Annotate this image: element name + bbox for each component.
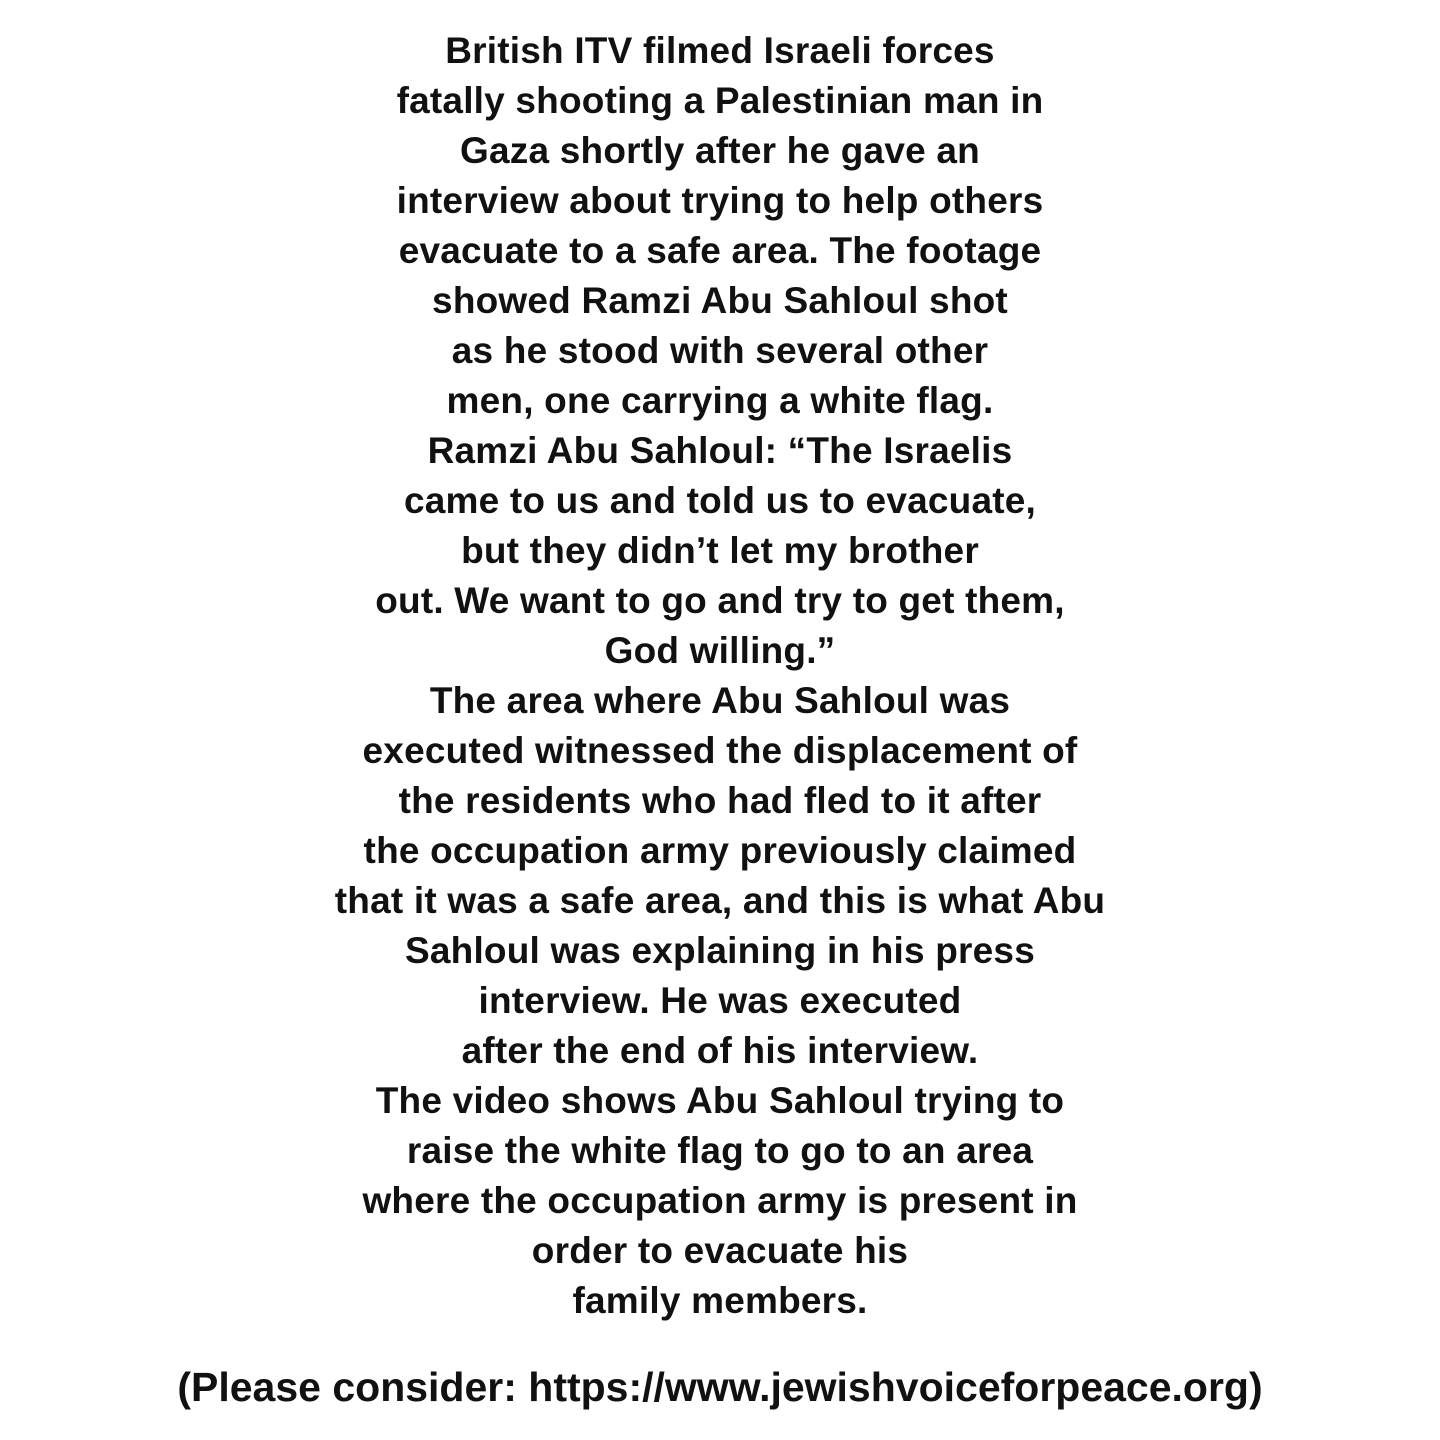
statement-line: raise the white flag to go to an area	[406, 1130, 1034, 1171]
quote-line: but they didn’t let my brother	[461, 530, 979, 571]
statement-line: fatally shooting a Palestinian man in	[396, 80, 1044, 121]
statement-line: Sahloul was explaining in his press	[404, 930, 1035, 971]
statement-line: order to evacuate his	[531, 1230, 909, 1271]
statement-line: interview about trying to help others	[396, 180, 1044, 221]
quote-line: came to us and told us to evacuate,	[403, 480, 1037, 521]
quote-line: out. We want to go and try to get them,	[375, 580, 1065, 621]
statement-line: where the occupation army is present in	[362, 1180, 1078, 1221]
statement-line: interview. He was executed	[478, 980, 962, 1021]
statement-line: the occupation army previously claimed	[363, 830, 1077, 871]
quote-line: God willing.”	[604, 630, 836, 671]
statement-line: that it was a safe area, and this is what Abu	[334, 880, 1106, 921]
statement-line: Gaza shortly after he gave an	[460, 130, 980, 171]
footer-link-text: (Please consider: https://www.jewishvoiceforpeace.org)	[177, 1364, 1263, 1410]
statement-line: after the end of his interview.	[461, 1030, 979, 1071]
statement-line: as he stood with several other	[451, 330, 989, 371]
statement-line: The video shows Abu Sahloul trying to	[375, 1080, 1065, 1121]
statement-line: men, one carrying a white flag.	[446, 380, 994, 421]
statement-line: the residents who had fled to it after	[398, 780, 1042, 821]
statement-line: executed witnessed the displacement of	[362, 730, 1078, 771]
statement-line: The area where Abu Sahloul was	[429, 680, 1011, 721]
statement-text	[0, 26, 1440, 1326]
statement-line: evacuate to a safe area. The footage	[398, 230, 1042, 271]
statement-line: British ITV filmed Israeli forces	[445, 30, 995, 71]
statement-line: showed Ramzi Abu Sahloul shot	[432, 280, 1008, 321]
statement-line: family members.	[572, 1280, 868, 1321]
quote-line: Ramzi Abu Sahloul: “The Israelis	[427, 430, 1013, 471]
